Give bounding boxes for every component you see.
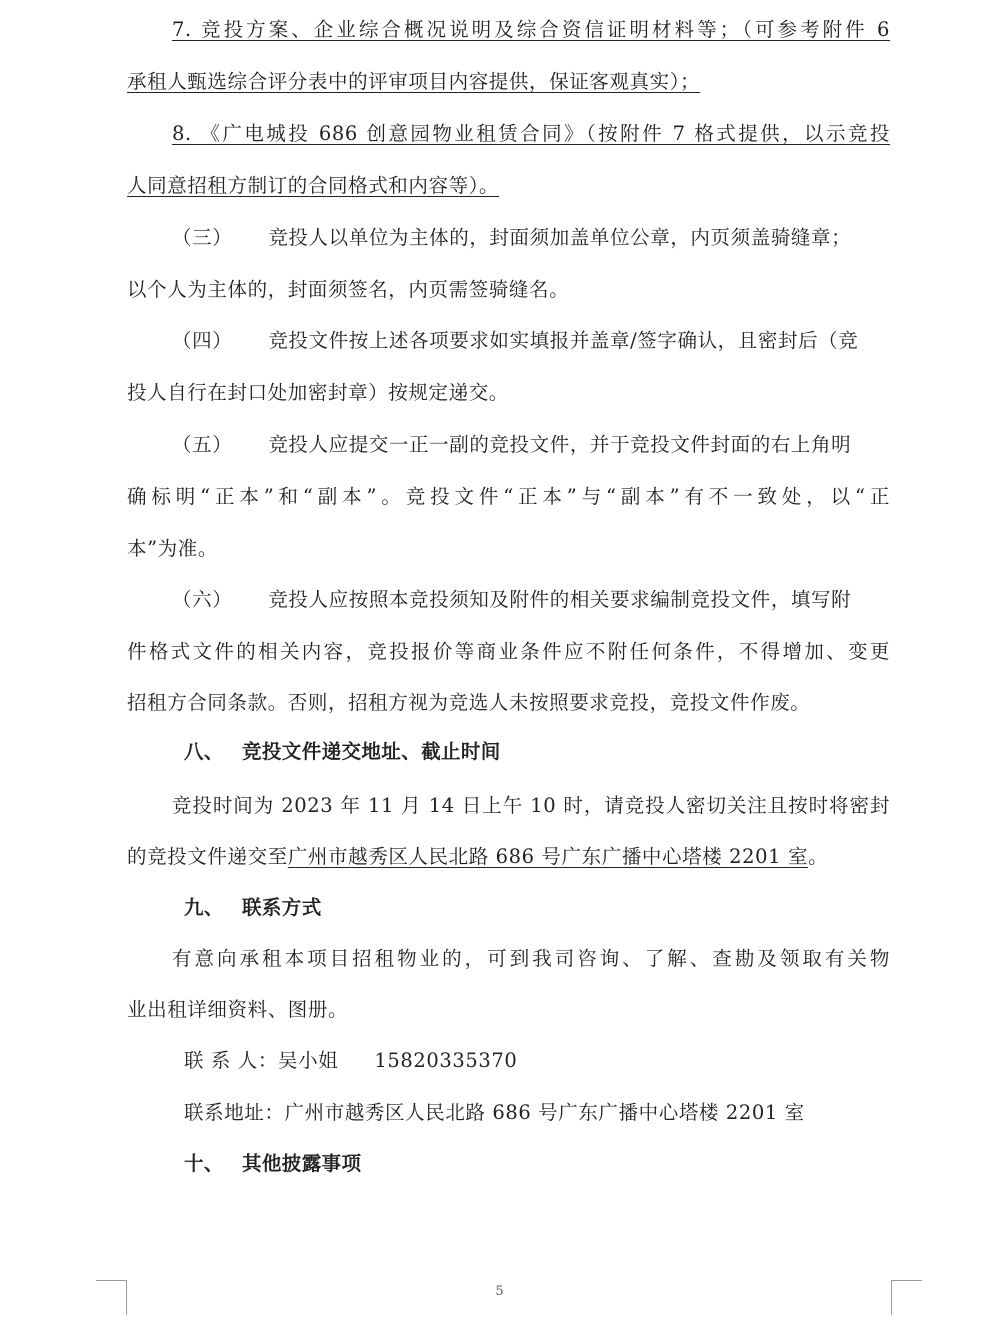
section-8-line-2 xyxy=(127,844,890,870)
para-4-text: 竞投文件按上述各项要求如实填报并盖章/签字确认，且密封后（竞 xyxy=(268,329,859,352)
contact-phone: 15820335370 xyxy=(374,1049,518,1072)
section-9-line-2: 业出租详细资料、图册。 xyxy=(127,998,349,1021)
para-3-text: 竞投人以单位为主体的，封面须加盖单位公章，内页须盖骑缝章； xyxy=(268,226,852,249)
para-5-text: 竞投人应提交一正一副的竞投文件，并于竞投文件封面的右上角明 xyxy=(268,433,852,456)
contact-person-line xyxy=(184,1048,902,1074)
section-10-heading xyxy=(184,1151,902,1177)
para-6-line-1 xyxy=(172,587,890,613)
contact-address-line xyxy=(184,1100,902,1126)
section-8-text: 的竞投文件递交至 xyxy=(127,845,288,868)
para-5-line-3: 本”为准。 xyxy=(127,537,218,560)
section-10-title: 其他披露事项 xyxy=(242,1152,362,1175)
para-6-line-2: 件格式文件的相关内容，竞投报价等商业条件应不附任何条件，不得增加、变更 xyxy=(127,640,890,663)
para-5-line-1 xyxy=(172,432,890,458)
section-8-heading xyxy=(184,739,902,765)
para-3-line-1 xyxy=(172,225,890,251)
section-8-line-1: 竞投时间为 2023 年 11 月 14 日上午 10 时，请竞投人密切关注且按时将密封 xyxy=(172,794,890,817)
para-3-label: （三） xyxy=(172,226,233,249)
para-5-label: （五） xyxy=(172,433,233,456)
item-7-line-1: 7. 竞投方案、企业综合概况说明及综合资信证明材料等；（可参考附件 6 xyxy=(172,18,890,41)
submission-address: 广州市越秀区人民北路 686 号广东广播中心塔楼 2201 室 xyxy=(287,845,809,868)
contact-label: 联 系 人： xyxy=(184,1049,278,1072)
para-6-line-3: 招租方合同条款。否则，招租方视为竞选人未按照要求竞投，竞投文件作废。 xyxy=(127,691,811,714)
section-8-number: 八、 xyxy=(184,740,224,763)
item-8-line-1: 8. 《广电城投 686 创意园物业租赁合同》（按附件 7 格式提供，以示竞投 xyxy=(172,122,890,145)
page-number: 5 xyxy=(495,1284,504,1299)
para-3-line-2: 以个人为主体的，封面须签名，内页需签骑缝名。 xyxy=(127,278,570,301)
para-4-line-1 xyxy=(172,328,890,354)
section-8-title: 竞投文件递交地址、截止时间 xyxy=(242,740,501,763)
address-value: 广州市越秀区人民北路 686 号广东广播中心塔楼 2201 室 xyxy=(284,1101,805,1124)
para-6-label: （六） xyxy=(172,588,233,611)
section-8-period: 。 xyxy=(808,845,829,868)
section-10-number: 十、 xyxy=(184,1152,224,1175)
para-5-line-2: 确标明“正本”和“副本”。竞投文件“正本”与“副本”有不一致处，以“正 xyxy=(127,485,890,508)
section-9-line-1: 有意向承租本项目招租物业的，可到我司咨询、了解、查勘及领取有关物 xyxy=(172,947,890,970)
item-8-line-2: 人同意招租方制订的合同格式和内容等）。 xyxy=(127,174,500,197)
address-label: 联系地址： xyxy=(184,1101,285,1124)
item-7-line-2: 承租人甄选综合评分表中的评审项目内容提供，保证客观真实）； xyxy=(127,70,701,93)
section-9-title: 联系方式 xyxy=(242,896,322,919)
para-4-label: （四） xyxy=(172,329,233,352)
section-9-number: 九、 xyxy=(184,896,224,919)
contact-name: 吴小姐 xyxy=(278,1049,339,1072)
section-9-heading xyxy=(184,895,902,921)
para-4-line-2: 投人自行在封口处加密封章）按规定递交。 xyxy=(127,381,509,404)
para-6-text: 竞投人应按照本竞投须知及附件的相关要求编制竞投文件，填写附 xyxy=(268,588,852,611)
